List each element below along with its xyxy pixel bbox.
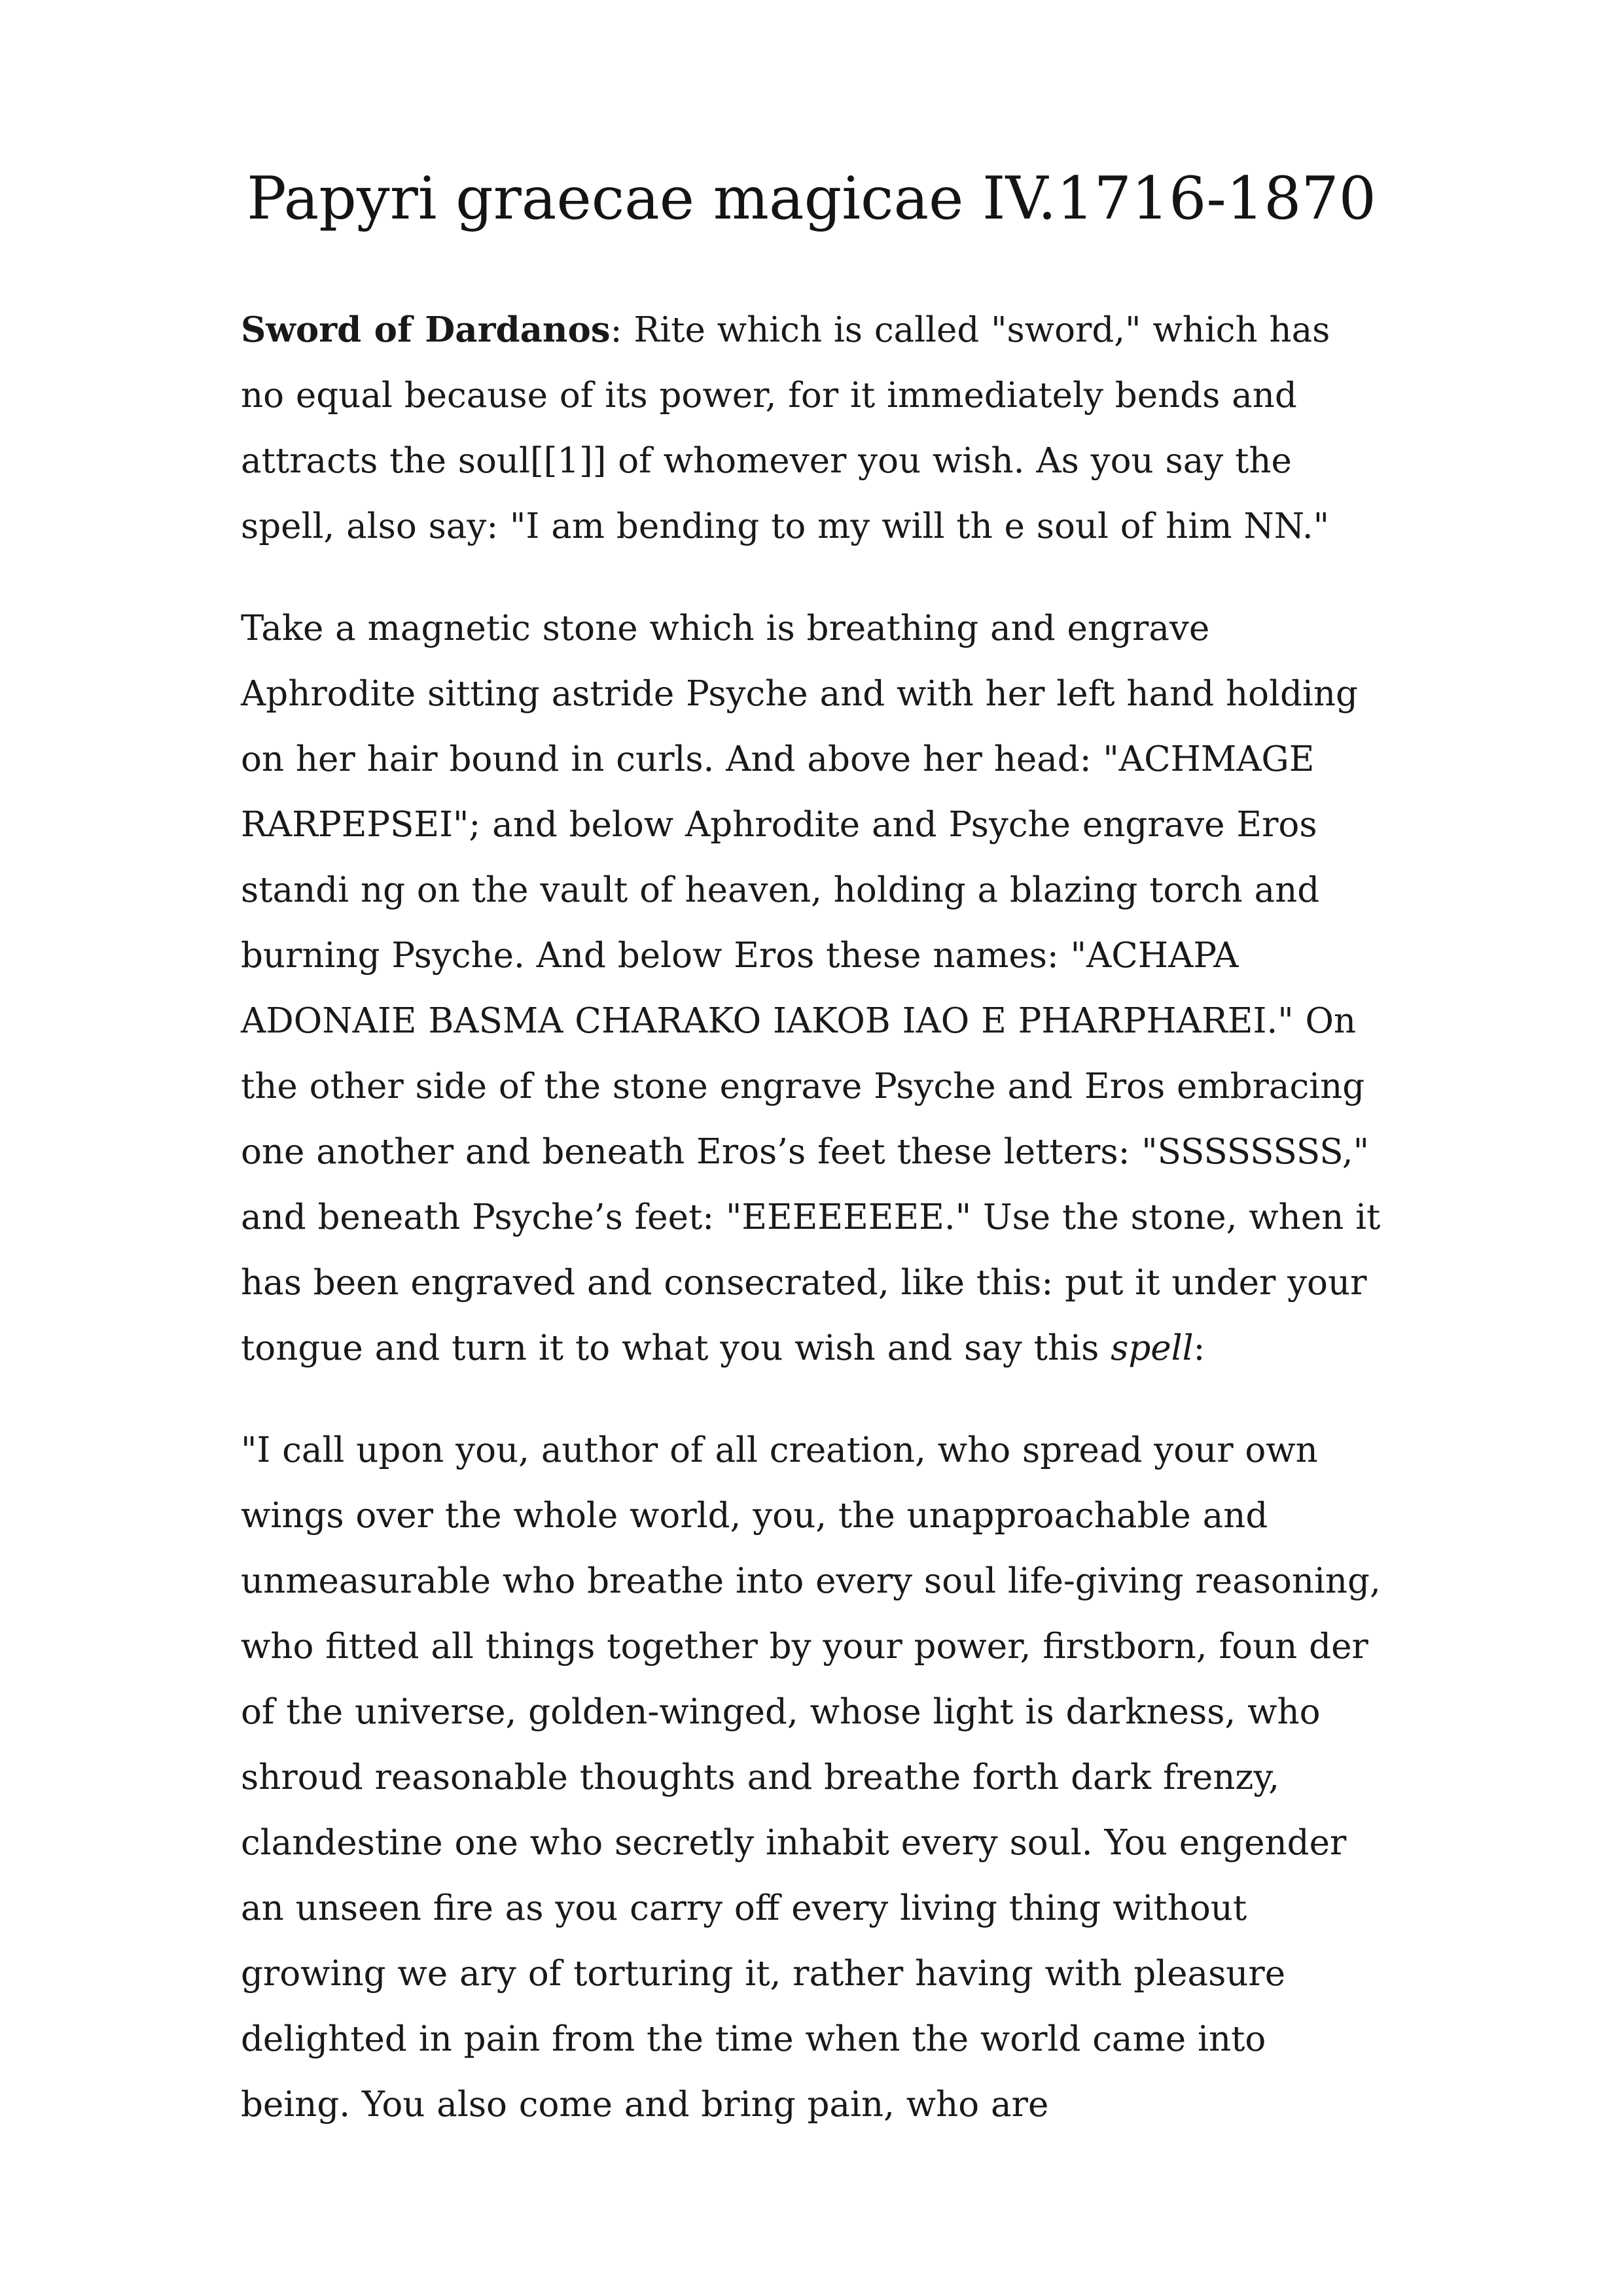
paragraph-text: "I call upon you, author of all creation, who spread your own wings over the whole world, you, the unapproachable and unmeasurable who breathe into every soul life-giving reasoning, who fitted all things together by your power, firstborn, foun der of the universe, golden-winged, whose light is darkness, who shroud reasonable thoughts and breathe forth dark frenzy, clandestine one who secretly inhabit every soul. You engender an unseen fire as you carry off every living thing without growing we ary of torturing it, rather having with pleasure delighted in pain from the time when the world came into being. You also come and bring pain, who are bbox=[241, 1430, 1381, 2125]
paragraph-text: : Rite which is called "sword," which has no equal because of its power, for it immediately bends and attracts the soul[[1]] of whomever you wish. As you say the spell, also say: "I am bending to my will th e soul of him NN." bbox=[241, 310, 1330, 546]
paragraph-italic-word: spell bbox=[1111, 1328, 1194, 1368]
paragraph bbox=[241, 1418, 1382, 2138]
paragraph-text: Take a magnetic stone which is breathing and engrave Aphrodite sitting astride Psyche and with her left hand holding on her hair bound in curls. And above her head: "ACHMAGE RARPEPSEI"; and below Aphrodite and Psyche engrave Eros standi ng on the vault of heaven, holding a blazing torch and burning Psyche. And below Eros these names: "ACHAPA ADONAIE BASMA CHARAKO IAKOB IAO E PHARPHAREI." On the other side of the stone engrave Psyche and Eros embracing one another and beneath Eros’s feet these letters: "SSSSSSSS," and beneath Psyche’s feet: "EEEEEEEE." Use the stone, when it has been engraved and consecrated, like this: put it under your tongue and turn it to what you wish and say this bbox=[241, 609, 1381, 1368]
paragraph-bold-lead: Sword of Dardanos bbox=[241, 309, 611, 350]
paragraph bbox=[241, 596, 1382, 1381]
paragraph bbox=[241, 297, 1382, 559]
page-title: Papyri graecae magicae IV.1716-1870 bbox=[247, 164, 1376, 233]
paragraph-text: : bbox=[1193, 1328, 1205, 1368]
